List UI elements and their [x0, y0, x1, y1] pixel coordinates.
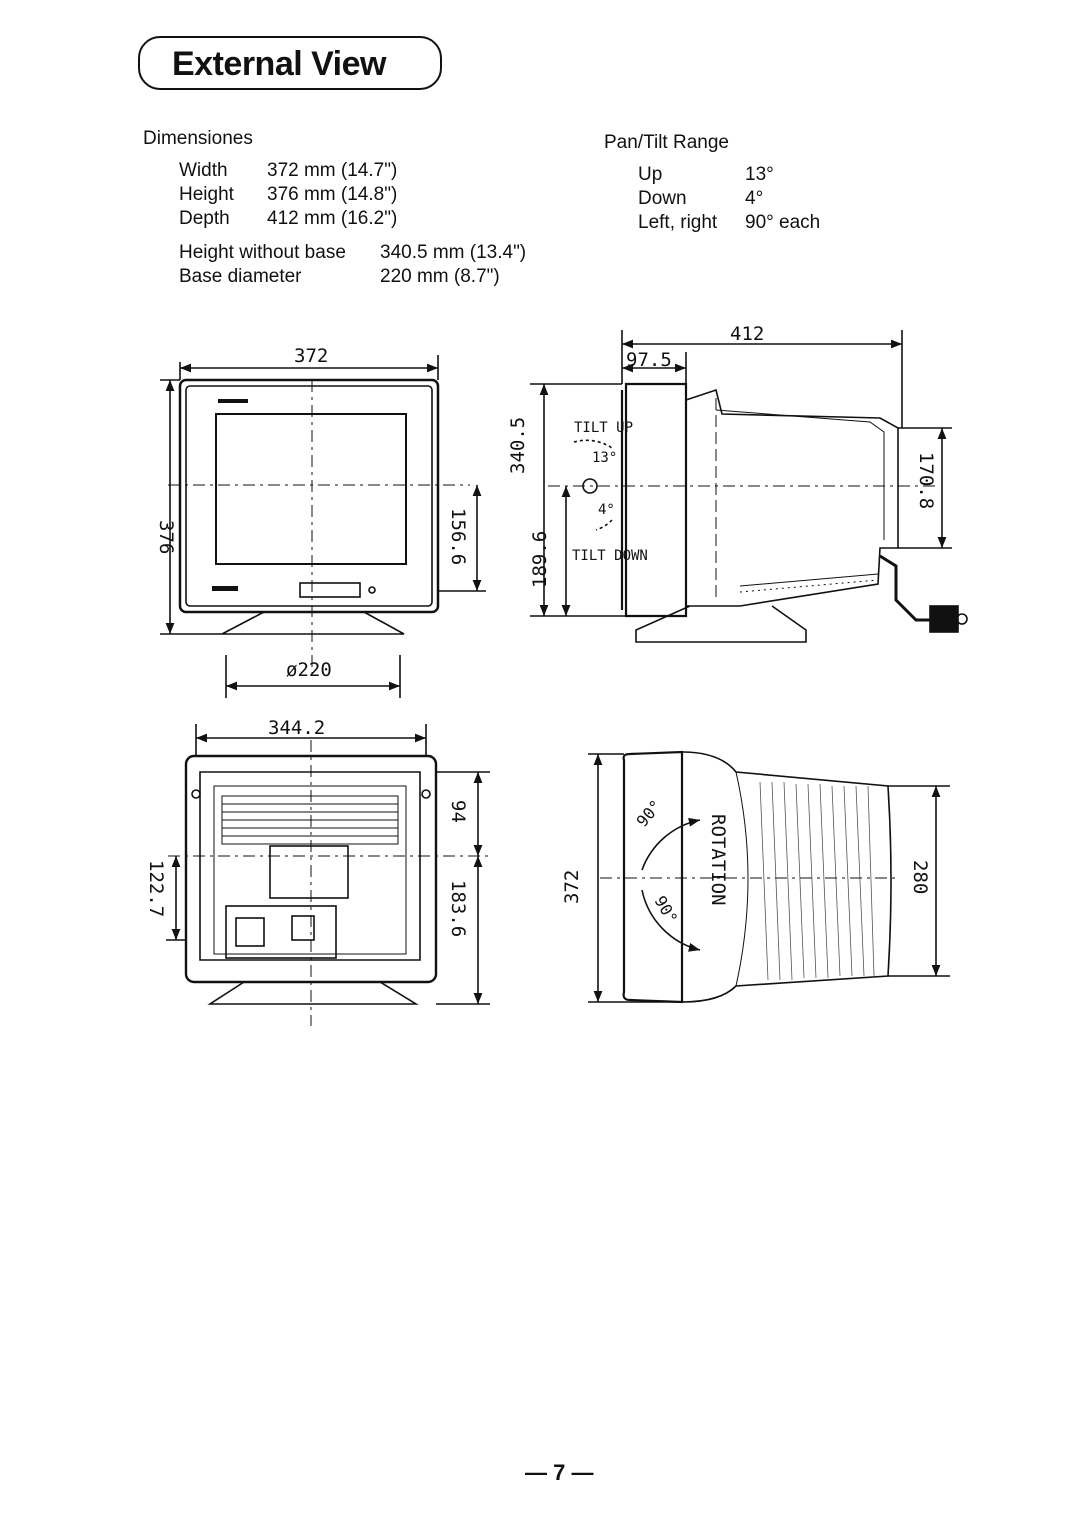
top-width-label: 372 [561, 869, 583, 904]
pan-label-left-right: Left, right [638, 212, 718, 233]
top-view-drawing [588, 752, 950, 1002]
tilt-label-down: Down [638, 188, 687, 209]
side-view-drawing [530, 330, 967, 642]
tilt-down-label: TILT DOWN [572, 548, 648, 564]
dim-value-height-without-base: 340.5 mm (13.4") [380, 242, 527, 263]
pan-value-left-right: 90° each [745, 212, 821, 233]
side-depth-label: 412 [730, 323, 765, 345]
front-width-label: 372 [294, 345, 329, 367]
pan-tilt-heading: Pan/Tilt Range [604, 132, 729, 153]
dim-value-base-diameter: 220 mm (8.7") [380, 266, 500, 287]
front-view-drawing [160, 355, 486, 698]
dimensions-heading: Dimensiones [143, 128, 253, 149]
top-view-vent-hatching [760, 782, 874, 980]
dim-label-depth: Depth [179, 208, 230, 229]
tilt-up-label: TILT UP [574, 420, 634, 436]
front-base-diameter-label: ø220 [286, 659, 332, 681]
side-height-no-base-label: 340.5 [507, 416, 529, 474]
rotation-angle-2-label: 90° [650, 892, 682, 928]
dim-label-width: Width [179, 160, 228, 181]
tilt-label-up: Up [638, 164, 663, 185]
rear-bottom-height-label: 183.6 [447, 880, 469, 938]
dim-value-depth: 412 mm (16.2") [267, 208, 398, 229]
tilt-down-angle-label: 4° [598, 502, 615, 518]
rotation-angle-1-label: 90° [632, 796, 666, 831]
front-screen-center-label: 156.6 [447, 508, 469, 566]
tilt-value-down: 4° [745, 188, 764, 209]
top-depth-label: 280 [909, 860, 931, 895]
page-number: — 7 — [525, 1460, 594, 1485]
dim-value-height: 376 mm (14.8") [267, 184, 398, 205]
rear-view-drawing [166, 724, 490, 1026]
tilt-value-up: 13° [745, 164, 774, 185]
rear-width-label: 344.2 [268, 717, 326, 739]
side-front-part-label: 97.5 [626, 349, 672, 371]
page-title: External View [172, 45, 386, 83]
dim-value-width: 372 mm (14.7") [267, 160, 398, 181]
dim-label-base-diameter: Base diameter [179, 266, 302, 287]
side-pivot-height-label: 189.6 [529, 530, 551, 588]
side-rear-height-label: 170.8 [915, 452, 937, 510]
front-height-label: 376 [155, 520, 177, 555]
rotation-label: ROTATION [707, 814, 729, 906]
rear-top-height-label: 94 [447, 800, 469, 823]
rear-left-height-label: 122.7 [145, 860, 167, 918]
dim-label-height: Height [179, 184, 234, 205]
tilt-up-angle-label: 13° [592, 450, 618, 466]
dim-label-height-without-base: Height without base [179, 242, 346, 263]
